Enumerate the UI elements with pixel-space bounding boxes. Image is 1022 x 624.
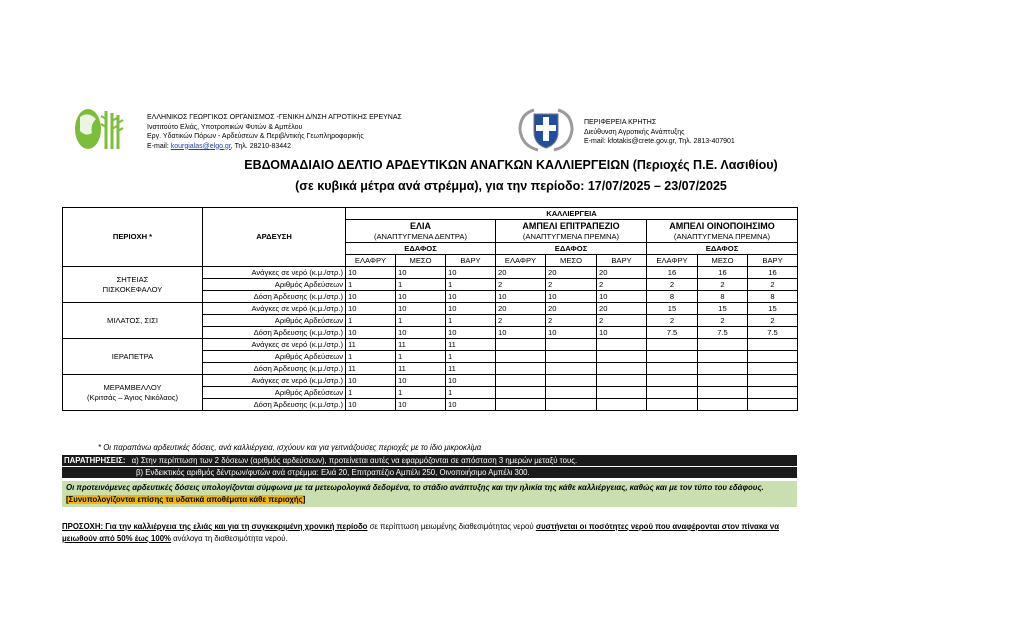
value-cell: 11 xyxy=(346,339,396,351)
area-name-cell xyxy=(63,375,203,411)
value-cell xyxy=(748,363,798,375)
value-cell: 1 xyxy=(346,315,396,327)
row-label: Ανάγκες σε νερό (κ.μ./στρ.) xyxy=(203,375,346,387)
value-cell: 2 xyxy=(546,279,597,291)
row-label: Ανάγκες σε νερό (κ.μ./στρ.) xyxy=(203,303,346,315)
soil-header: ΕΔΑΦΟΣ xyxy=(346,243,496,255)
value-cell xyxy=(546,375,597,387)
soil-light: ΕΛΑΦΡΥ xyxy=(346,255,396,267)
crop-olive-sub: (ΑΝΑΠΤΥΓΜΕΝΑ ΔΕΝΤΡΑ) xyxy=(346,231,496,243)
remark-b: β) Ενδεικτικός αριθμός δέντρων/φυτών ανά στρέμμα: Ελιά 20, Επιτραπέζιο Αμπέλι 250, Οινοποιήσιμο Αμπέλι 300. xyxy=(136,468,530,477)
value-cell: 10 xyxy=(446,291,496,303)
region-directorate-line: Διεύθυνση Αγροτικής Ανάπτυξης xyxy=(584,128,685,136)
crop-table-grape-sub: (ΑΝΑΠΤΥΓΜΕΝΑ ΠΡΕΜΝΑ) xyxy=(496,231,647,243)
value-cell xyxy=(496,375,546,387)
value-cell xyxy=(647,339,698,351)
value-cell: 20 xyxy=(597,267,647,279)
value-cell xyxy=(698,399,748,411)
value-cell: 20 xyxy=(546,267,597,279)
value-cell xyxy=(597,387,647,399)
value-cell: 8 xyxy=(748,291,798,303)
soil-heavy: ΒΑΡΥ xyxy=(748,255,798,267)
value-cell: 10 xyxy=(346,375,396,387)
value-cell xyxy=(748,387,798,399)
value-cell: 1 xyxy=(396,387,446,399)
soil-header: ΕΔΑΦΟΣ xyxy=(496,243,647,255)
area-name: ΜΕΡΑΜΒΕΛΛΟΥ xyxy=(103,382,162,392)
value-cell: 10 xyxy=(546,327,597,339)
value-cell: 10 xyxy=(346,291,396,303)
value-cell xyxy=(597,375,647,387)
value-cell: 10 xyxy=(396,375,446,387)
value-cell: 10 xyxy=(446,303,496,315)
value-cell xyxy=(748,399,798,411)
value-cell: 2 xyxy=(748,315,798,327)
value-cell xyxy=(698,363,748,375)
soil-medium: ΜΕΣΟ xyxy=(396,255,446,267)
remarks-bar-b xyxy=(62,467,797,478)
value-cell: 7.5 xyxy=(748,327,798,339)
water-needs-row xyxy=(63,303,798,315)
value-cell: 7.5 xyxy=(698,327,748,339)
footnote: * Οι παραπάνω αρδευτικές δόσεις, ανά καλλιέργεια, ισχύουν και για γειτνιάζουσες περιοχές με το ίδιο μικροκλίμα xyxy=(98,443,482,452)
value-cell: 2 xyxy=(647,279,698,291)
area-name-sub: (Κριτσάς – Άγιος Νικόλαος) xyxy=(86,392,179,402)
area-name-cell xyxy=(63,303,203,339)
region-name-line: ΠΕΡΙΦΕΡΕΙΑ ΚΡΗΤΗΣ xyxy=(584,119,657,126)
value-cell xyxy=(546,363,597,375)
value-cell: 20 xyxy=(546,303,597,315)
row-label: Δόση Άρδευσης (κ.μ./στρ.) xyxy=(203,363,346,375)
row-label: Αριθμός Αρδεύσεων xyxy=(203,387,346,399)
value-cell: 10 xyxy=(396,303,446,315)
region-header xyxy=(584,118,735,147)
value-cell xyxy=(647,351,698,363)
value-cell: 20 xyxy=(496,267,546,279)
value-cell: 2 xyxy=(546,315,597,327)
value-cell: 1 xyxy=(346,387,396,399)
value-cell: 11 xyxy=(396,363,446,375)
region-contact-line: E-mail: kfotakis@crete.gov.gr, Τηλ. 2813-407901 xyxy=(584,138,735,145)
row-label: Αριθμός Αρδεύσεων xyxy=(203,351,346,363)
value-cell: 8 xyxy=(698,291,748,303)
methodology-text: Οι προτεινόμενες αρδευτικές δόσεις υπολογίζονται σύμφωνα με τα μετεωρολογικά δεδομένα, το στάδιο ανάπτυξης και την ηλικία της κάθε καλλιέργειας, καθώς και με τον τύπο του εδάφους. xyxy=(66,483,764,492)
warning-note xyxy=(62,521,797,545)
value-cell xyxy=(496,399,546,411)
value-cell xyxy=(698,387,748,399)
water-needs-row xyxy=(63,375,798,387)
value-cell: 10 xyxy=(446,375,496,387)
value-cell xyxy=(748,375,798,387)
water-needs-row xyxy=(63,339,798,351)
value-cell xyxy=(647,399,698,411)
area-name-cell xyxy=(63,267,203,303)
document-subtitle: (σε κυβικά μέτρα ανά στρέμμα), για την περίοδο: 17/07/2025 – 23/07/2025 xyxy=(295,179,727,193)
elgo-header xyxy=(147,113,402,151)
value-cell: 1 xyxy=(446,315,496,327)
methodology-note xyxy=(62,481,797,507)
value-cell xyxy=(597,399,647,411)
value-cell: 20 xyxy=(597,303,647,315)
value-cell: 11 xyxy=(396,339,446,351)
value-cell: 10 xyxy=(396,267,446,279)
value-cell xyxy=(496,339,546,351)
value-cell: 10 xyxy=(346,267,396,279)
warning-part4: ανάλογα τη διαθεσιμότητα νερού. xyxy=(170,534,288,543)
value-cell: 10 xyxy=(446,267,496,279)
value-cell xyxy=(698,339,748,351)
area-rows xyxy=(63,267,798,411)
value-cell: 10 xyxy=(346,303,396,315)
value-cell: 16 xyxy=(748,267,798,279)
row-label: Αριθμός Αρδεύσεων xyxy=(203,279,346,291)
elgo-contact-line: E-mail: kourgialas@elgo.gr, Τηλ. 28210-83442 xyxy=(147,142,291,150)
elgo-lab-line: Εργ. Υδατικών Πόρων - Αρδεύσεων & Περιβ/ντικής Γεωπληροφορικής xyxy=(147,133,364,140)
row-label: Ανάγκες σε νερό (κ.μ./στρ.) xyxy=(203,339,346,351)
crop-table-grape: ΑΜΠΕΛΙ ΕΠΙΤΡΑΠΕΖΙΟ xyxy=(496,220,647,232)
remarks-bar-a xyxy=(62,455,797,466)
value-cell xyxy=(546,339,597,351)
soil-medium: ΜΕΣΟ xyxy=(698,255,748,267)
value-cell xyxy=(546,387,597,399)
soil-light: ΕΛΑΦΡΥ xyxy=(496,255,546,267)
value-cell: 2 xyxy=(597,315,647,327)
value-cell xyxy=(546,351,597,363)
area-name-sub: ΠΙΣΚΟΚΕΦΑΛΟΥ xyxy=(102,284,163,294)
warning-part2: σε περίπτωση μειωμένης διαθεσιμότητας νερού xyxy=(367,522,536,531)
value-cell xyxy=(597,339,647,351)
value-cell: 1 xyxy=(446,387,496,399)
value-cell: 10 xyxy=(496,327,546,339)
value-cell xyxy=(698,351,748,363)
value-cell: 10 xyxy=(346,399,396,411)
row-label: Αριθμός Αρδεύσεων xyxy=(203,315,346,327)
elgo-logo xyxy=(66,105,130,153)
row-label: Ανάγκες σε νερό (κ.μ./στρ.) xyxy=(203,267,346,279)
value-cell xyxy=(647,363,698,375)
area-name: ΣΗΤΕΙΑΣ xyxy=(116,274,149,284)
value-cell xyxy=(496,387,546,399)
row-label: Δόση Άρδευσης (κ.μ./στρ.) xyxy=(203,327,346,339)
value-cell: 2 xyxy=(698,279,748,291)
elgo-email-link[interactable]: kourgialas@elgo.gr xyxy=(170,142,231,150)
soil-heavy: ΒΑΡΥ xyxy=(446,255,496,267)
elgo-org-line: ΕΛΛΗΝΙΚΟΣ ΓΕΩΡΓΙΚΟΣ ΟΡΓΑΝΙΣΜΟΣ -ΓΕΝΙΚΗ Δ/ΝΣΗ ΑΓΡΟΤΙΚΗΣ ΕΡΕΥΝΑΣ xyxy=(147,114,402,121)
value-cell: 2 xyxy=(496,279,546,291)
value-cell: 1 xyxy=(346,351,396,363)
soil-light: ΕΛΑΦΡΥ xyxy=(647,255,698,267)
soil-header: ΕΔΑΦΟΣ xyxy=(647,243,798,255)
value-cell: 1 xyxy=(396,351,446,363)
value-cell: 2 xyxy=(597,279,647,291)
irrigation-needs-table xyxy=(62,207,798,411)
area-name: ΙΕΡΑΠΕΤΡΑ xyxy=(111,351,154,361)
value-cell xyxy=(496,351,546,363)
remark-a: α) Στην περίπτωση των 2 δόσεων (αριθμός αρδεύσεων), προτείνεται αυτές να εφαρμόζονται σε απόσταση 3 ημερών μεταξύ τους. xyxy=(131,456,578,465)
greek-emblem-logo xyxy=(514,108,578,152)
value-cell: 10 xyxy=(446,399,496,411)
crops-header: ΚΑΛΛΙΕΡΓΕΙΑ xyxy=(346,208,798,220)
value-cell: 11 xyxy=(446,339,496,351)
value-cell: 10 xyxy=(396,399,446,411)
value-cell: 15 xyxy=(647,303,698,315)
area-name: ΜΙΛΑΤΟΣ, ΣΙΣΙ xyxy=(107,315,158,325)
value-cell xyxy=(698,375,748,387)
document-title: ΕΒΔΟΜΑΔΙΑΙΟ ΔΕΛΤΙΟ ΑΡΔΕΥΤΙΚΩΝ ΑΝΑΓΚΩΝ ΚΑΛΛΙΕΡΓΕΙΩΝ (Περιοχές Π.Ε. Λασιθίου) xyxy=(244,158,778,172)
crop-wine-grape-sub: (ΑΝΑΠΤΥΓΜΕΝΑ ΠΡΕΜΝΑ) xyxy=(647,231,798,243)
remarks-label: ΠΑΡΑΤΗΡΗΣΕΙΣ: xyxy=(64,456,126,465)
value-cell: 15 xyxy=(698,303,748,315)
value-cell xyxy=(546,399,597,411)
elgo-institute-line: Ινστιτούτο Ελιάς, Υποτροπικών Φυτών & Αμπέλου xyxy=(147,123,303,131)
area-header: ΠΕΡΙΟΧΗ * xyxy=(63,208,203,267)
value-cell: 15 xyxy=(748,303,798,315)
value-cell xyxy=(496,363,546,375)
value-cell: 10 xyxy=(396,327,446,339)
crop-wine-grape: ΑΜΠΕΛΙ ΟΙΝΟΠΟΙΗΣΙΜΟ xyxy=(647,220,798,232)
value-cell: 8 xyxy=(647,291,698,303)
warning-part3: συστήνεται οι ποσότητες νερού που αναφέρονται στον πίνακα να μειωθούν από 50% έως 100% xyxy=(62,522,779,543)
value-cell xyxy=(647,375,698,387)
value-cell xyxy=(597,351,647,363)
value-cell: 2 xyxy=(698,315,748,327)
value-cell: 2 xyxy=(748,279,798,291)
row-label: Δόση Άρδευσης (κ.μ./στρ.) xyxy=(203,399,346,411)
value-cell: 16 xyxy=(698,267,748,279)
value-cell: 1 xyxy=(346,279,396,291)
value-cell: 1 xyxy=(446,351,496,363)
value-cell: 11 xyxy=(446,363,496,375)
value-cell: 1 xyxy=(396,315,446,327)
value-cell xyxy=(647,387,698,399)
value-cell: 10 xyxy=(597,291,647,303)
soil-heavy: ΒΑΡΥ xyxy=(597,255,647,267)
value-cell: 1 xyxy=(396,279,446,291)
irrigation-header: ΑΡΔΕΥΣΗ xyxy=(203,208,346,267)
value-cell: 7.5 xyxy=(647,327,698,339)
water-needs-row xyxy=(63,267,798,279)
value-cell: 11 xyxy=(346,363,396,375)
methodology-highlight: [Συνυπολογίζονται επίσης τα υδατικά αποθέματα κάθε περιοχής] xyxy=(66,495,306,504)
value-cell: 10 xyxy=(396,291,446,303)
value-cell: 10 xyxy=(597,327,647,339)
value-cell: 10 xyxy=(446,327,496,339)
area-name-cell xyxy=(63,339,203,375)
value-cell: 2 xyxy=(496,315,546,327)
crop-olive: ΕΛΙΑ xyxy=(346,220,496,232)
value-cell: 20 xyxy=(496,303,546,315)
value-cell: 10 xyxy=(546,291,597,303)
value-cell: 2 xyxy=(647,315,698,327)
value-cell: 1 xyxy=(446,279,496,291)
value-cell: 10 xyxy=(346,327,396,339)
value-cell: 16 xyxy=(647,267,698,279)
value-cell xyxy=(597,363,647,375)
row-label: Δόση Άρδευσης (κ.μ./στρ.) xyxy=(203,291,346,303)
value-cell xyxy=(748,339,798,351)
warning-part1: ΠΡΟΣΟΧΗ: Για την καλλιέργεια της ελιάς και για τη συγκεκριμένη χρονική περίοδο xyxy=(62,522,368,531)
soil-medium: ΜΕΣΟ xyxy=(546,255,597,267)
value-cell: 10 xyxy=(496,291,546,303)
value-cell xyxy=(748,351,798,363)
